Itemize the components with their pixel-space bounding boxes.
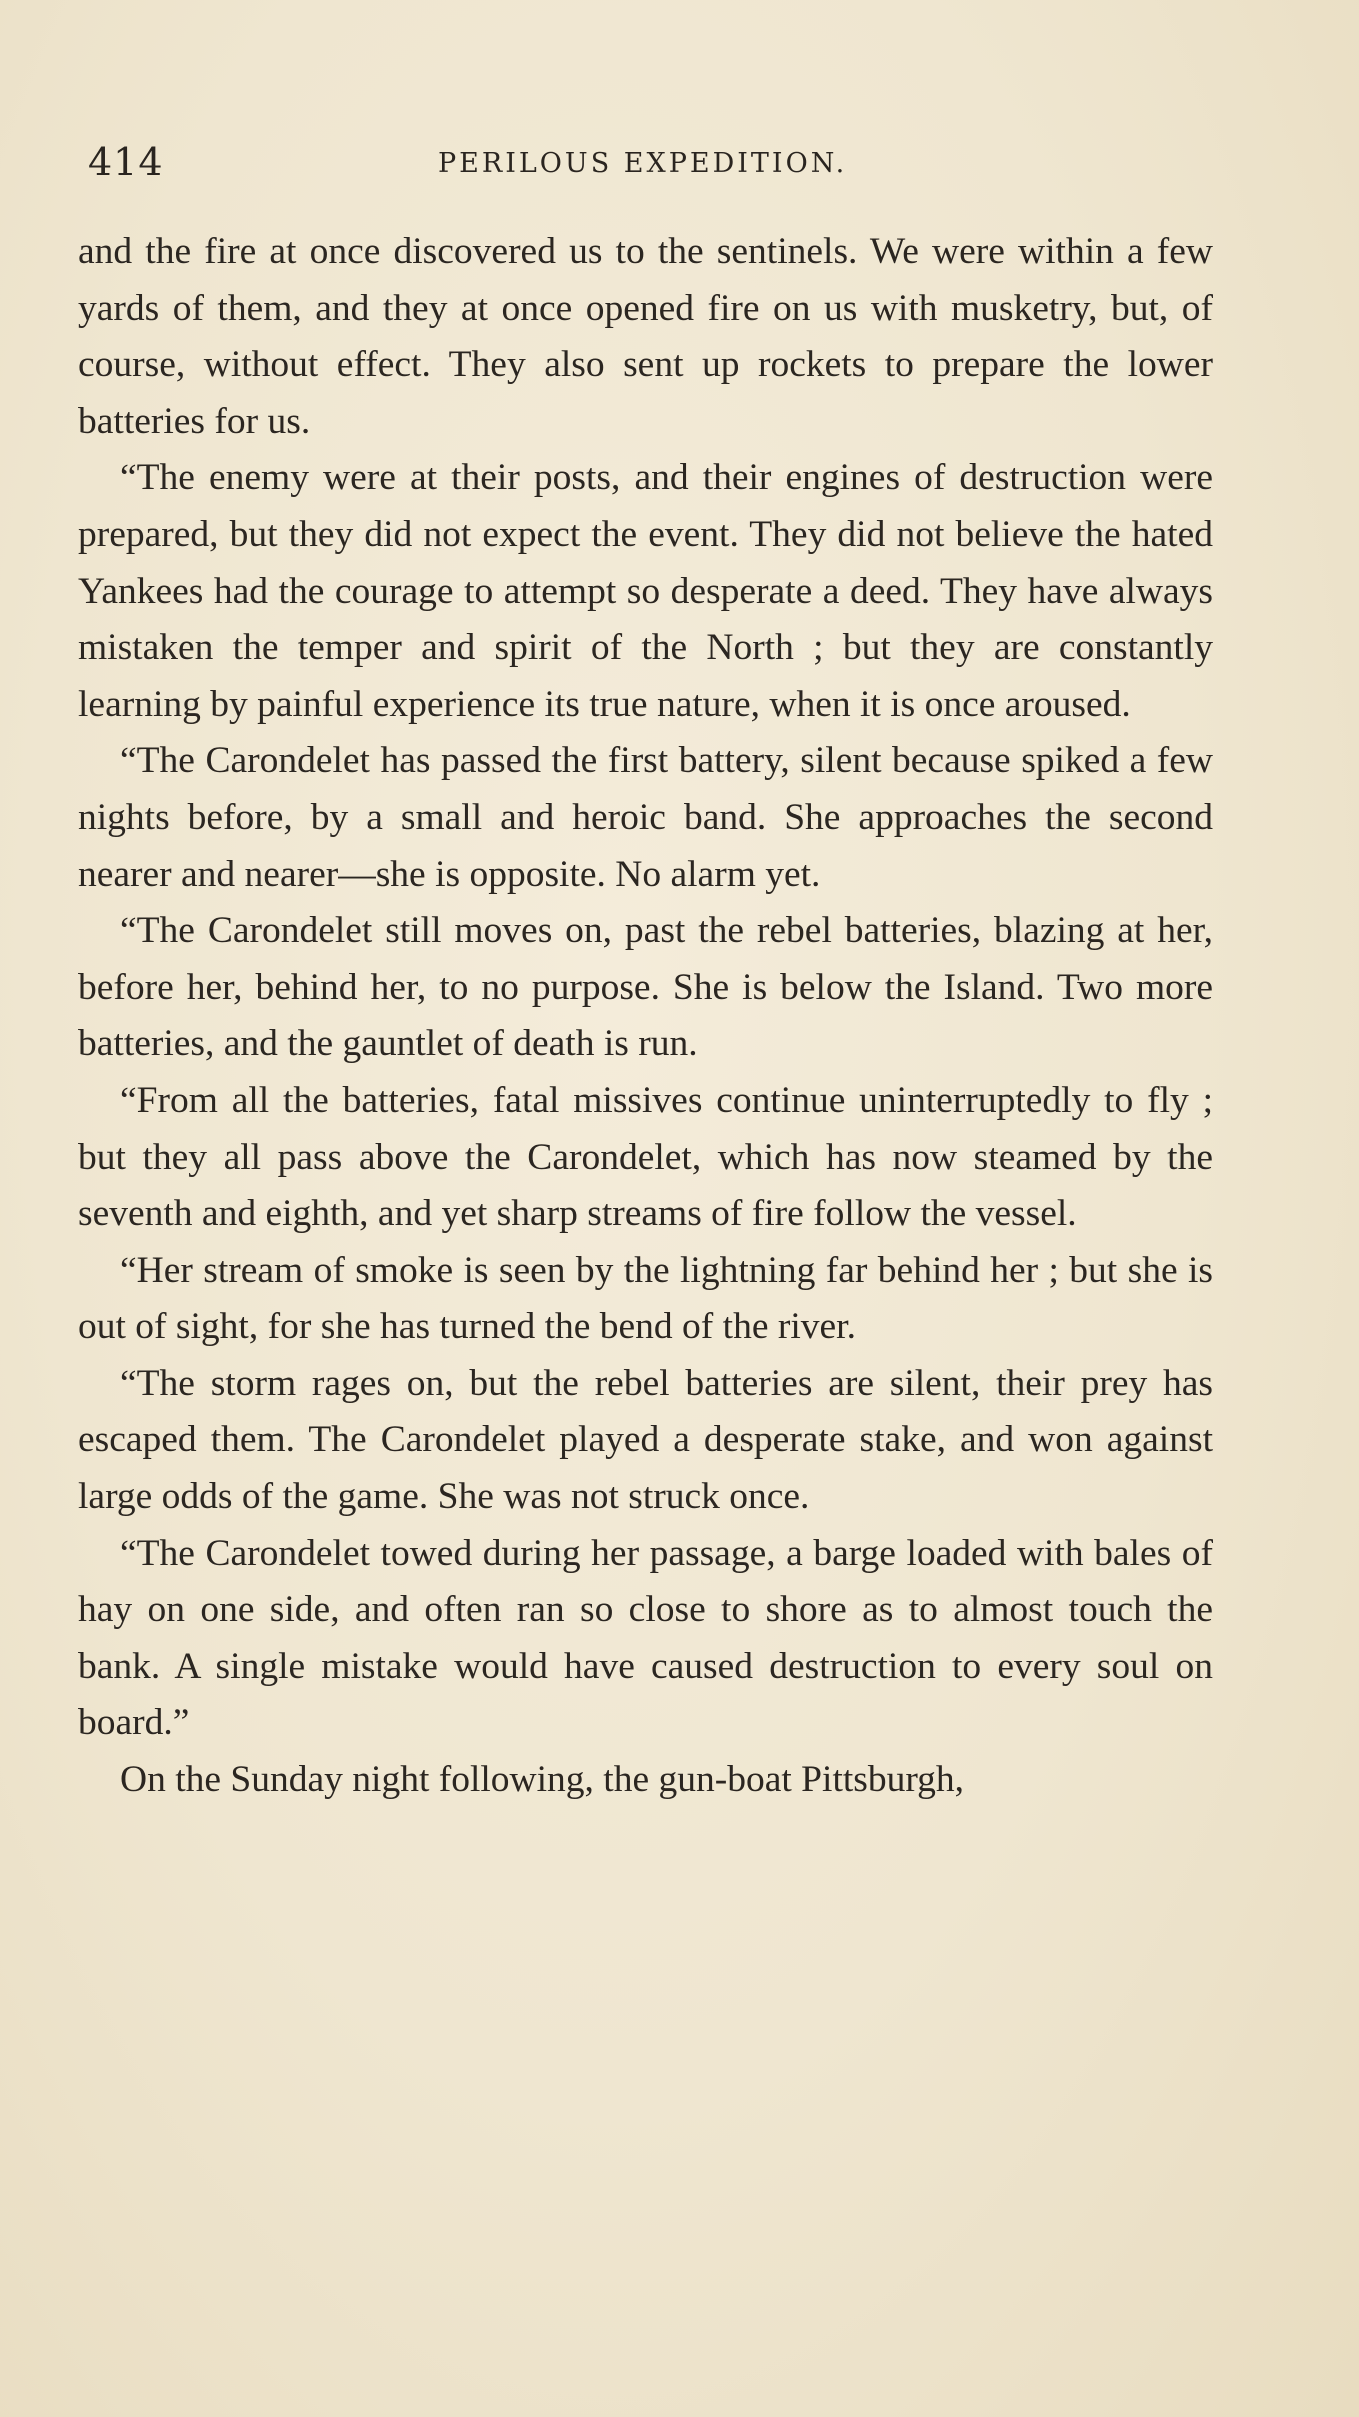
- paragraph-2: “The enemy were at their posts, and their engines of destruction were prepared, but they did not expect the event. They did not believe the hated Yankees had the courage to attempt so desperate a deed. They have always mistaken the temper and spirit of the North ; but they are constantly learning by painful experience its true nature, when it is once aroused.: [78, 457, 1213, 725]
- page-header: [78, 140, 1188, 200]
- paragraph-5: “From all the batteries, fatal missives continue uninterruptedly to fly ; but they all pass above the Carondelet, which has now steamed by the seventh and eighth, and yet sharp streams of fire follow the vessel.: [78, 1079, 1213, 1235]
- body-text: [78, 224, 1213, 1809]
- paragraph-1: and the fire at once discovered us to the sentinels. We were within a few yards of them, and they at once opened fire on us with musketry, but, of course, without effect. They also sent up rockets to prepare the lower batteries for us.: [78, 231, 1213, 442]
- paragraph-7: “The storm rages on, but the rebel batteries are silent, their prey has escaped them. The Carondelet played a desperate stake, and won against large odds of the game. She was not struck once.: [78, 1362, 1213, 1518]
- paragraph-3: “The Carondelet has passed the first battery, silent because spiked a few nights before, by a small and heroic band. She approaches the second nearer and nearer—she is opposite. No alarm yet.: [78, 740, 1213, 895]
- paragraph-8: “The Carondelet towed during her passage, a barge loaded with bales of hay on one side, and often ran so close to shore as to almost touch the bank. A single mistake would have caused destruction to every soul on board.”: [78, 1532, 1213, 1744]
- running-head: PERILOUS EXPEDITION.: [438, 148, 848, 179]
- paragraph-9: On the Sunday night following, the gun-boat Pittsburgh,: [120, 1759, 965, 1801]
- page-number: 414: [88, 140, 164, 184]
- paragraph-6: “Her stream of smoke is seen by the lightning far behind her ; but she is out of sight, for she has turned the bend of the river.: [78, 1249, 1213, 1348]
- paragraph-4: “The Carondelet still moves on, past the rebel batteries, blazing at her, before her, behind her, to no purpose. She is below the Island. Two more batteries, and the gauntlet of death is run.: [78, 910, 1213, 1065]
